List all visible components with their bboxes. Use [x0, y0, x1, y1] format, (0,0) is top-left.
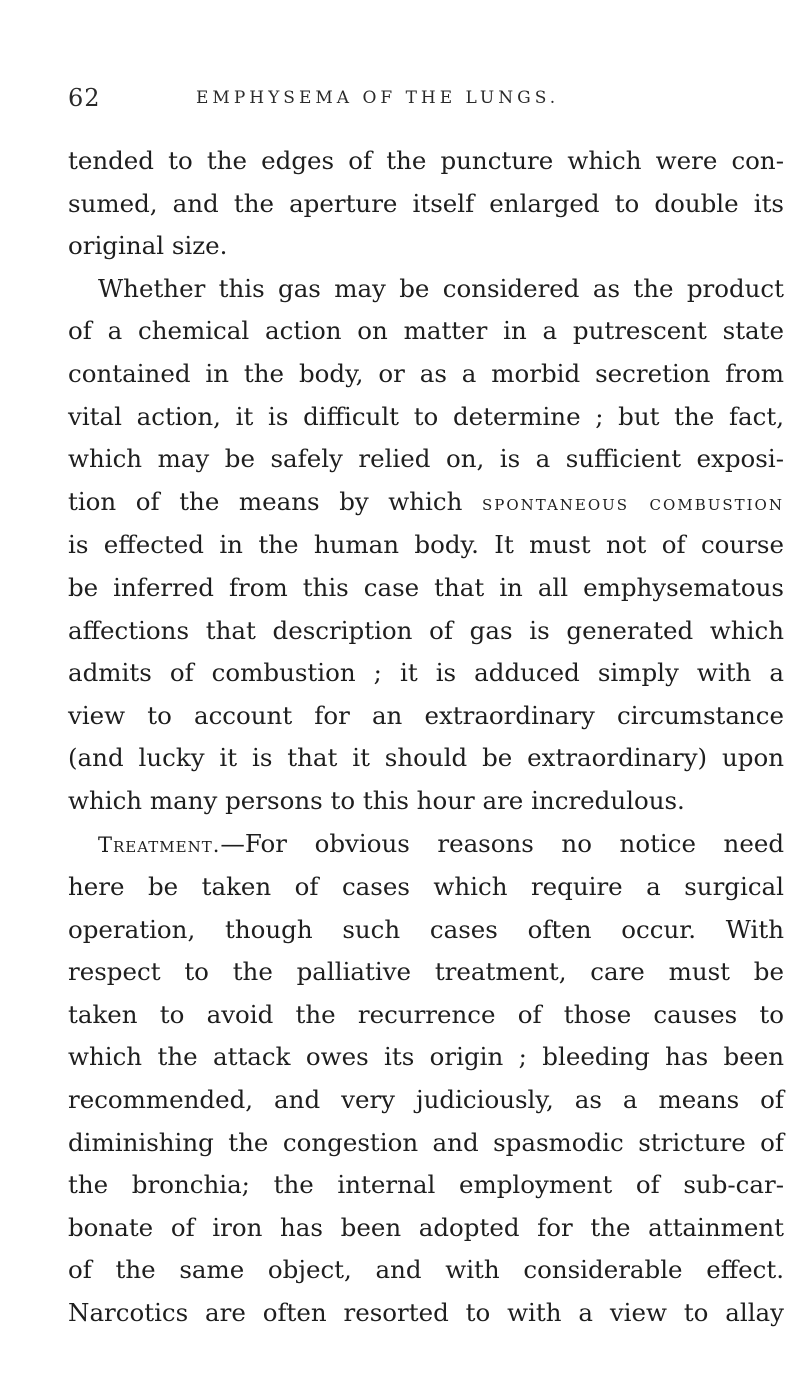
text-line: diminishing the congestion and spasmodic stricture of: [68, 1127, 784, 1157]
text-line: tended to the edges of the puncture which were con-: [68, 146, 784, 175]
text-line: bonate of iron has been adopted for the attainment: [68, 1212, 784, 1242]
running-title: EMPHYSEMA OF THE LUNGS.: [196, 88, 560, 108]
text-line: original size.: [68, 231, 228, 261]
text-line: view to account for an extraordinary circumstance: [68, 700, 784, 730]
text-line: which many persons to this hour are incredulous.: [68, 785, 685, 815]
text-line: respect to the palliative treatment, care must be: [68, 957, 784, 987]
page-number: 62: [68, 84, 101, 112]
text-line: taken to avoid the recurrence of those causes to: [68, 999, 784, 1029]
text-line: recommended, and very judiciously, as a means of: [68, 1085, 784, 1115]
text-line: be inferred from this case that in all emphysematous: [68, 572, 784, 602]
running-head: [68, 84, 788, 114]
text-line: sumed, and the aperture itself enlarged to double its: [68, 188, 784, 218]
text-line: here be taken of cases which require a surgical: [68, 872, 784, 902]
text-line: which the attack owes its origin ; bleeding has been: [68, 1042, 784, 1072]
text-line: is effected in the human body. It must not of course: [68, 530, 784, 560]
text-line: admits of combustion ; it is adduced simply with a: [68, 658, 784, 688]
text-line: the bronchia; the internal employment of sub-car-: [68, 1170, 784, 1200]
small-caps-phrase: spontaneous combustion: [481, 490, 784, 515]
text-line: which may be safely relied on, is a sufficient exposi-: [68, 444, 784, 474]
text-line: contained in the body, or as a morbid secretion from: [68, 358, 784, 388]
section-heading: Treatment.: [98, 832, 221, 857]
text-line: Narcotics are often resorted to with a view to allay: [68, 1298, 784, 1328]
text-span: —For obvious reasons no notice need: [220, 828, 784, 858]
text-line: affections that description of gas is generated which: [68, 615, 784, 645]
text-line: operation, though such cases often occur. With: [68, 914, 784, 944]
text-line: (and lucky it is that it should be extraordinary) upon: [68, 743, 784, 773]
text-line-with-small-caps: [68, 481, 784, 525]
text-line: of a chemical action on matter in a putrescent state: [68, 316, 784, 346]
body-text: [68, 140, 784, 1335]
text-line-with-heading: [68, 823, 784, 867]
text-line: vital action, it is difficult to determine ; but the fact,: [68, 401, 784, 431]
text-line: of the same object, and with considerable effect.: [68, 1255, 784, 1285]
text-span: tion of the means by which: [68, 486, 463, 516]
text-line: Whether this gas may be considered as the product: [98, 273, 784, 303]
